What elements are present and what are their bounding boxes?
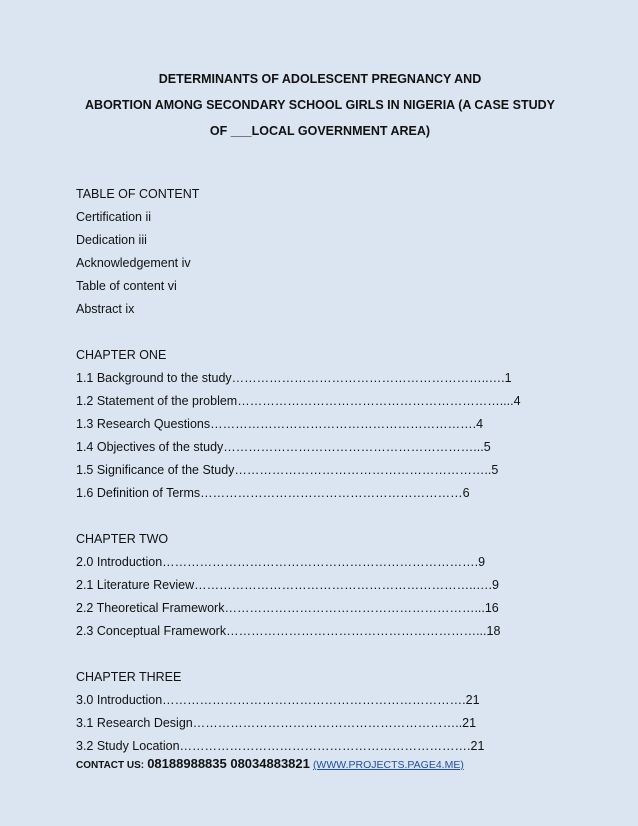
toc-entry-3-2: 3.2 Study Location…………………………………………………………….21 — [76, 739, 485, 753]
toc-entry-3-0: 3.0 Introduction……………………………………………………………….21 — [76, 693, 480, 707]
title-line-3: OF ___LOCAL GOVERNMENT AREA) — [209, 124, 431, 138]
toc-entry-2-3: 2.3 Conceptual Framework……………………………………………………...18 — [76, 624, 501, 638]
title-line-1: DETERMINANTS OF ADOLESCENT PREGNANCY AND — [158, 72, 482, 86]
contact-footer — [76, 756, 464, 771]
toc-entry-1-6: 1.6 Definition of Terms………………………………………………………6 — [76, 486, 470, 500]
toc-entry-table-of-content: Table of content vi — [76, 279, 177, 293]
document-title — [60, 66, 580, 144]
toc-entry-2-2: 2.2 Theoretical Framework……………………………………………………...16 — [76, 601, 499, 615]
website-link[interactable]: (WWW.PROJECTS.PAGE4.ME) — [312, 759, 464, 771]
toc-entry-3-1: 3.1 Research Design………………………………………………………..21 — [76, 716, 477, 730]
chapter-two-heading: CHAPTER TWO — [76, 532, 169, 546]
chapter-one-heading: CHAPTER ONE — [76, 348, 167, 362]
toc-entry-1-3: 1.3 Research Questions……………………………………………………….4 — [76, 417, 484, 431]
toc-entry-2-1: 2.1 Literature Review…………………………………………………………..….9 — [76, 578, 499, 592]
toc-entry-1-1: 1.1 Background to the study……………………………………………………..….1 — [76, 371, 512, 385]
toc-entry-abstract: Abstract ix — [76, 302, 135, 316]
toc-entry-1-5: 1.5 Significance of the Study……………………………………………………..5 — [76, 463, 499, 477]
table-of-contents — [76, 183, 556, 758]
contact-label: CONTACT US: — [76, 760, 145, 771]
chapter-three-heading: CHAPTER THREE — [76, 670, 182, 684]
toc-heading: TABLE OF CONTENT — [76, 187, 200, 201]
contact-phones: 08188988835 08034883821 — [147, 756, 310, 771]
toc-entry-acknowledgement: Acknowledgement iv — [76, 256, 191, 270]
title-line-2: ABORTION AMONG SECONDARY SCHOOL GIRLS IN NIGERIA (A CASE STUDY — [85, 98, 555, 112]
toc-entry-1-4: 1.4 Objectives of the study……………………………………………………...5 — [76, 440, 491, 454]
toc-entry-2-0: 2.0 Introduction………………………………………………………………….9 — [76, 555, 486, 569]
toc-entry-1-2: 1.2 Statement of the problem………………………………………………………....4 — [76, 394, 521, 408]
toc-entry-dedication: Dedication iii — [76, 233, 147, 247]
toc-entry-certification: Certification ii — [76, 210, 152, 224]
